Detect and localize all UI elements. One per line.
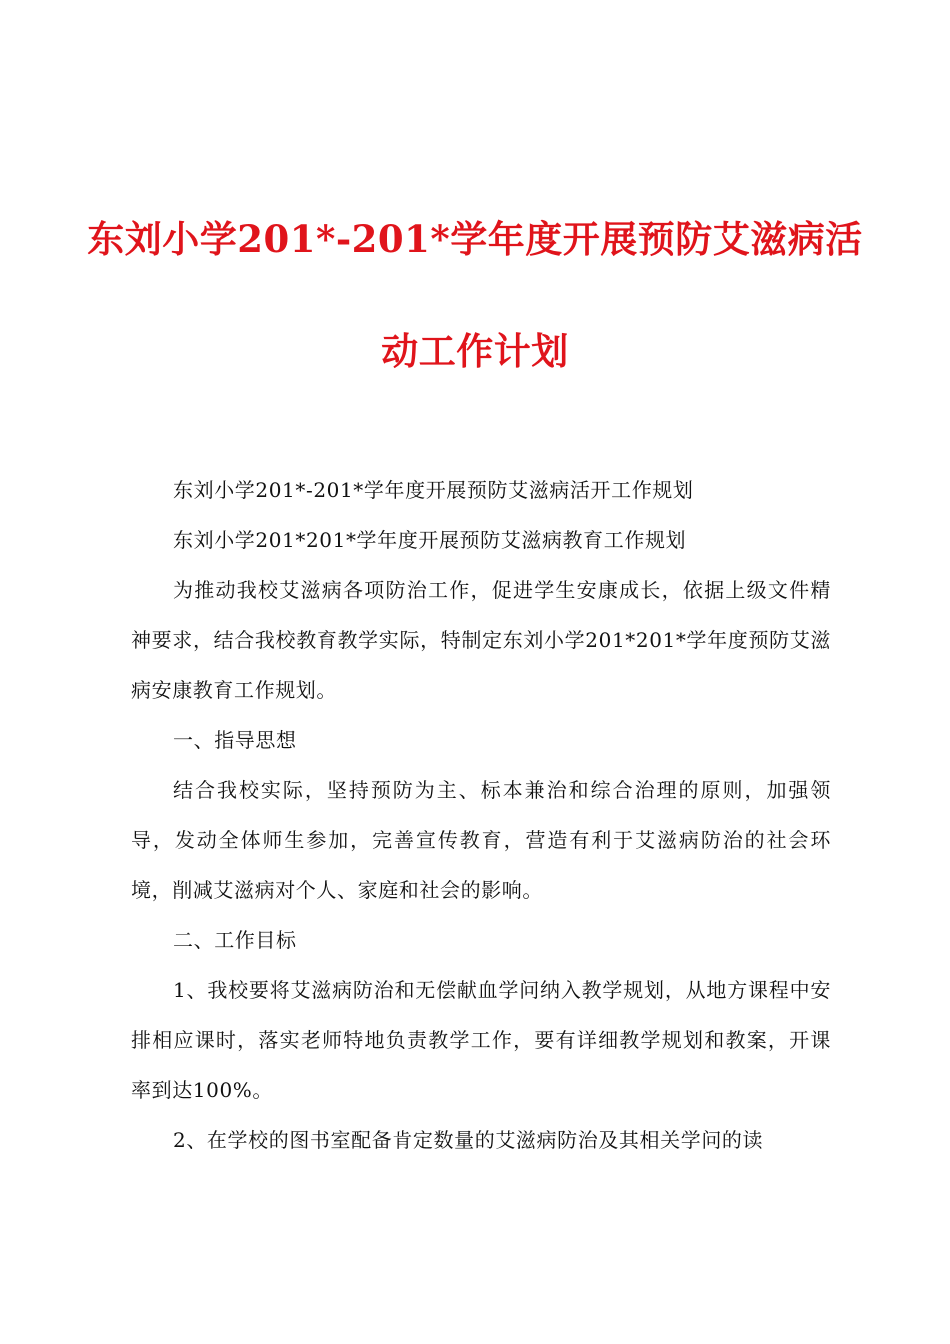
document-title-line-2: 动工作计划 [381,329,569,373]
paragraph-5: 结合我校实际，坚持预防为主、标本兼治和综合治理的原则，加强领导，发动全体师生参加，完善宣传教育，营造有利于艾滋病防治的社会环境，削减艾滋病对个人、家庭和社会的影响。 [131,778,831,902]
section-heading-guiding-thought: 一、指导思想 [173,728,297,752]
section-heading-work-goals: 二、工作目标 [173,928,297,952]
paragraph-3: 为推动我校艾滋病各项防治工作，促进学生安康成长，依据上级文件精神要求，结合我校教育教学实际，特制定东刘小学201*201*学年度预防艾滋病安康教育工作规划。 [131,578,831,702]
document-title-line-1: 东刘小学201*-201*学年度开展预防艾滋病活 [87,217,863,261]
paragraph-2: 东刘小学201*201*学年度开展预防艾滋病教育工作规划 [173,528,687,552]
paragraph-7: 1、我校要将艾滋病防治和无偿献血学问纳入教学规划，从地方课程中安排相应课时，落实老师特地负责教学工作，要有详细教学规划和教案，开课率到达100%。 [131,978,831,1102]
paragraph-8: 2、在学校的图书室配备肯定数量的艾滋病防治及其相关学问的读 [173,1128,764,1152]
document-body [131,465,831,1165]
paragraph-1: 东刘小学201*-201*学年度开展预防艾滋病活开工作规划 [173,478,694,502]
